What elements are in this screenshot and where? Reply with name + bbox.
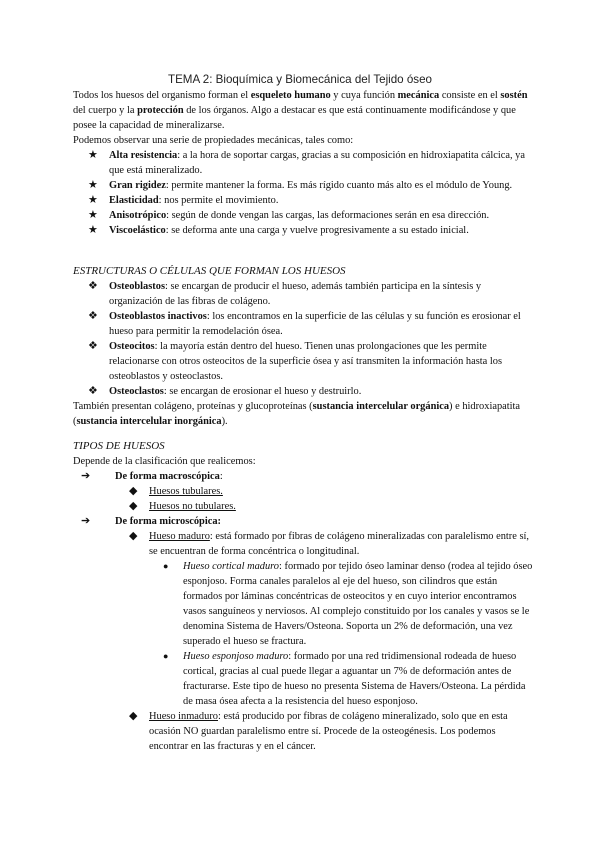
- also-text: ).: [221, 416, 228, 427]
- item-desc: : se deforma ante una carga y vuelve progresivamente a su estado inicial.: [165, 225, 469, 236]
- diamond-icon: ❖: [88, 280, 98, 292]
- star-icon: ★: [88, 224, 98, 236]
- list-item: [73, 499, 533, 514]
- list-item-micro: [73, 514, 533, 529]
- item-term: Osteoblastos: [109, 281, 165, 292]
- list-item: [73, 193, 533, 208]
- also-bold: sustancia intercelular orgánica: [312, 401, 450, 412]
- diamond-filled-icon: ◆: [129, 710, 138, 722]
- item-term: De forma macroscópica: [115, 471, 220, 482]
- item-term: Hueso maduro: [149, 531, 210, 542]
- list-item: [73, 223, 533, 238]
- diamond-icon: ❖: [88, 385, 98, 397]
- intro-bold: esqueleto humano: [250, 90, 331, 101]
- item-desc: : está producido por fibras de colágeno mineralizado, solo que en esta ocasión NO guardan paralelismo entre sí. Procede de la osteogénesis. Los podemos encontrar en las fracturas y en el cáncer.: [149, 711, 508, 752]
- intro-text: de los órganos. Algo a destacar es que está continuamente modificándose y que posee la capacidad de mineralizarse.: [73, 105, 516, 131]
- list-item: [73, 384, 533, 399]
- section-heading: ESTRUCTURAS O CÉLULAS QUE FORMAN LOS HUESOS: [73, 265, 346, 277]
- item-term: Viscoelástico: [109, 225, 166, 236]
- intro-text: del cuerpo y la: [73, 105, 138, 116]
- list-item: [73, 208, 533, 223]
- item-desc: : formado por tejido óseo laminar denso (rodea al tejido óseo esponjoso. Forma canales paralelos al eje del hueso, son cilindros que están formados por láminas concéntricas de osteocitos y en cuyo interior encontramos vasos sanguíneos y nerviosos. Al complejo constituido por los canales y vasos se le denomina Sistema de Havers/Osteona. Soporta un 2% de deformación, una vez superado el hueso se fractura.: [183, 561, 533, 647]
- properties-list: [73, 148, 533, 238]
- dot-icon: ●: [163, 561, 169, 571]
- intro-paragraph: [73, 88, 533, 133]
- item-desc: : los encontramos en la superficie de las células y su función es erosionar el hueso para permitir la remodelación ósea.: [109, 311, 521, 337]
- arrow-right-icon: ➔: [81, 515, 91, 527]
- item-desc: : a la hora de soportar cargas, gracias a su composición en hidroxiapatita cálcica, ya que está mineralizado.: [109, 150, 525, 176]
- list-item: [73, 279, 533, 309]
- cells-list: [73, 279, 533, 399]
- item-desc: : la mayoría están dentro del hueso. Tienen unas prolongaciones que les permite relacionarse con otros osteocitos de la superficie ósea y así transmiten la información hasta los osteoblastos y osteoclastos.: [109, 341, 502, 382]
- item-desc: : se encargan de erosionar el hueso y destruirlo.: [163, 386, 362, 397]
- cells-section: [73, 264, 533, 429]
- also-text: ) e hidroxiapatita (: [73, 401, 521, 427]
- list-item-macro: [73, 469, 533, 484]
- list-item: [73, 529, 533, 559]
- item-term: Gran rigidez: [109, 180, 166, 191]
- also-paragraph: [73, 399, 533, 429]
- star-icon: ★: [88, 194, 98, 206]
- bone-types-list: [73, 469, 533, 754]
- also-bold: sustancia intercelular inorgánica: [76, 416, 222, 427]
- item-desc: : permite mantener la forma. Es más rígido cuanto más alto es el módulo de Young.: [165, 180, 513, 191]
- arrow-right-icon: ➔: [81, 470, 91, 482]
- list-item: [73, 709, 533, 754]
- list-item: [73, 148, 533, 178]
- item-term: Anisotrópico: [109, 210, 167, 221]
- section-heading: TIPOS DE HUESOS: [73, 440, 165, 452]
- item-desc: : nos permite el movimiento.: [158, 195, 279, 206]
- also-text: También presentan colágeno, proteínas y glucoproteínas (: [73, 401, 313, 412]
- list-item: [73, 484, 533, 499]
- list-item: [73, 178, 533, 193]
- dot-icon: ●: [163, 651, 169, 661]
- diamond-icon: ❖: [88, 340, 98, 352]
- item-term: Hueso esponjoso maduro: [183, 651, 289, 662]
- intro-bold: mecánica: [397, 90, 440, 101]
- intro-bold: protección: [137, 105, 184, 116]
- diamond-filled-icon: ◆: [129, 500, 138, 512]
- intro-bold: sostén: [500, 90, 528, 101]
- item-term: De forma microscópica:: [115, 516, 221, 527]
- item-desc: : formado por una red tridimensional rodeada de hueso cortical, gracias al cual puede llegar a aguantar un 7% de deformación antes de fracturarse. Este tipo de hueso no presenta Sistema de Havers/Osteona. La pérdida de masa ósea afecta a la resistencia del hueso esponjoso.: [183, 651, 526, 707]
- item-term: Hueso inmaduro: [149, 711, 218, 722]
- item-term: Alta resistencia: [109, 150, 178, 161]
- diamond-filled-icon: ◆: [129, 485, 138, 497]
- list-item: [73, 339, 533, 384]
- item-term: Hueso cortical maduro: [183, 561, 280, 572]
- item-term: Osteoblastos inactivos: [109, 311, 207, 322]
- star-icon: ★: [88, 149, 98, 161]
- item-desc: : está formado por fibras de colágeno mineralizadas con paralelismo entre sí, se encuentran de forma concéntrica o longitudinal.: [149, 531, 529, 557]
- item-desc: : se encargan de producir el hueso, además también participa en la síntesis y organización de las fibras de colágeno.: [109, 281, 482, 307]
- star-icon: ★: [88, 179, 98, 191]
- item-term: Huesos tubulares.: [149, 486, 223, 497]
- bone-types-section: [73, 439, 533, 754]
- section-intro: Depende de la clasificación que realicemos:: [73, 456, 256, 467]
- intro-text: y cuya función: [330, 90, 398, 101]
- intro-text: Todos los huesos del organismo forman el: [73, 90, 251, 101]
- item-desc: : según de donde vengan las cargas, las deformaciones serán en esa dirección.: [166, 210, 490, 221]
- list-item: [73, 649, 533, 709]
- item-term: Osteocitos: [109, 341, 155, 352]
- intro-text: consiste en el: [439, 90, 501, 101]
- item-desc: :: [219, 471, 223, 482]
- diamond-filled-icon: ◆: [129, 530, 138, 542]
- page-title: TEMA 2: Bioquímica y Biomecánica del Tejido óseo: [167, 73, 432, 86]
- intro-section: [73, 88, 533, 238]
- star-icon: ★: [88, 209, 98, 221]
- diamond-icon: ❖: [88, 310, 98, 322]
- properties-intro: Podemos observar una serie de propiedades mecánicas, tales como:: [73, 135, 354, 146]
- item-term: Osteoclastos: [109, 386, 164, 397]
- item-term: Huesos no tubulares.: [149, 501, 236, 512]
- list-item: [73, 559, 533, 649]
- item-term: Elasticidad: [109, 195, 159, 206]
- list-item: [73, 309, 533, 339]
